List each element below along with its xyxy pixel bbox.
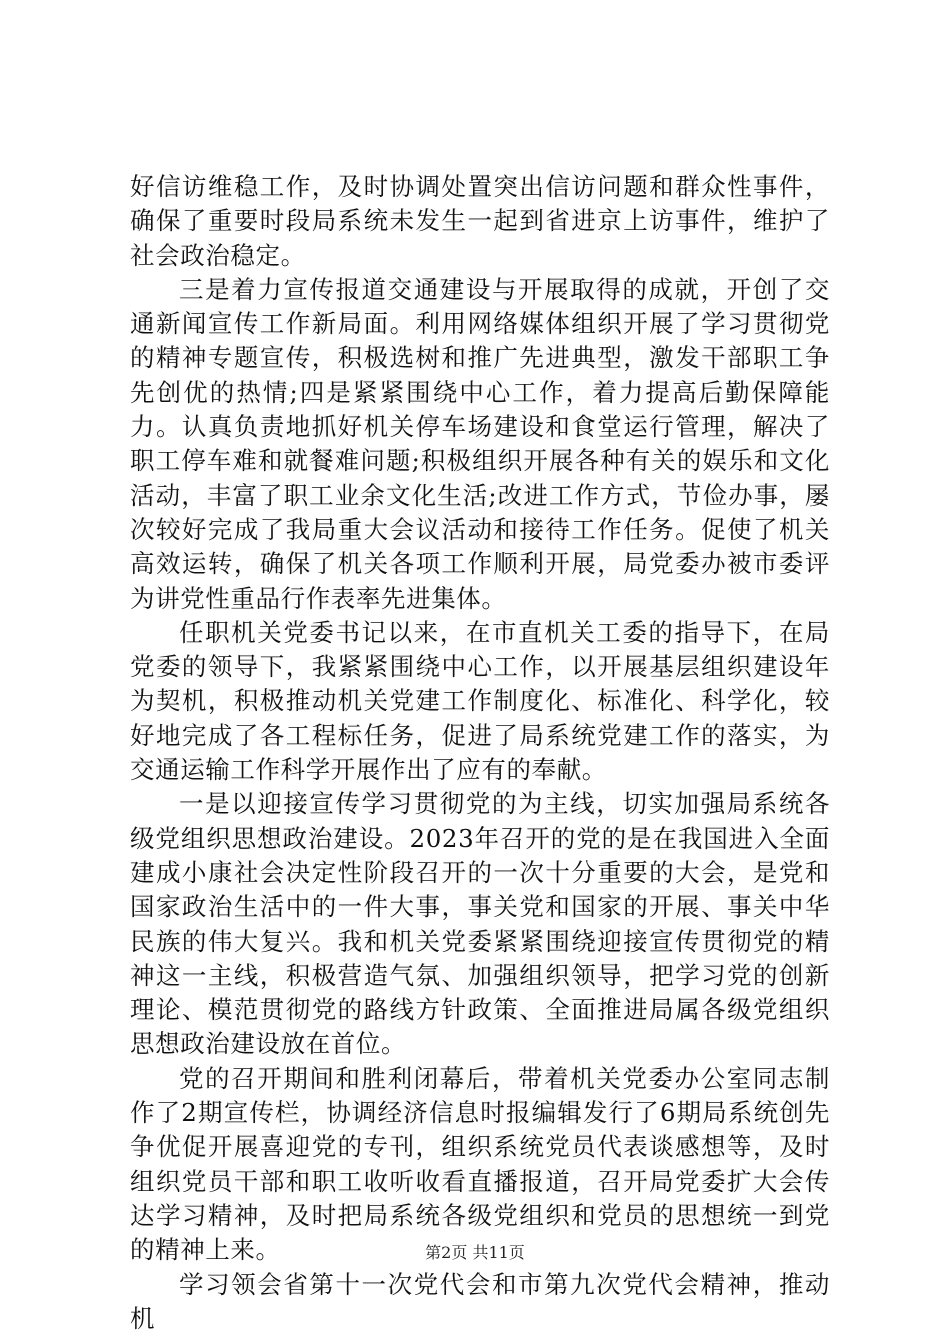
- paragraph-3: 任职机关党委书记以来，在市直机关工委的指导下，在局党委的领导下，我紧紧围绕中心工作，以开展基层组织建设年为契机，积极推动机关党建工作制度化、标准化、科学化，较好地完成了各工程标任务，促进了局系统党建工作的落实，为交通运输工作科学开展作出了应有的奉献。: [130, 617, 830, 785]
- paragraph-1: 好信访维稳工作，及时协调处置突出信访问题和群众性事件，确保了重要时段局系统未发生一起到省进京上访事件，维护了社会政治稳定。: [130, 172, 830, 270]
- paragraph-5: 党的召开期间和胜利闭幕后，带着机关党委办公室同志制作了2期宣传栏，协调经济信息时报编辑发行了6期局系统创先争优促开展喜迎党的专刊，组织系统党员代表谈感想等，及时组织党员干部和职工收听收看直播报道，召开局党委扩大会传达学习精神，及时把局系统各级党组织和党员的思想统一到党的精神上来。: [130, 1063, 830, 1265]
- paragraph-2: 三是着力宣传报道交通建设与开展取得的成就，开创了交通新闻宣传工作新局面。利用网络媒体组织开展了学习贯彻党的精神专题宣传，积极选树和推广先进典型，激发干部职工争先创优的热情;四是紧紧围绕中心工作，着力提高后勤保障能力。认真负责地抓好机关停车场建设和食堂运行管理，解决了职工停车难和就餐难问题;积极组织开展各种有关的娱乐和文化活动，丰富了职工业余文化生活;改进工作方式，节俭办事，屡次较好完成了我局重大会议活动和接待工作任务。促使了机关高效运转，确保了机关各项工作顺利开展，局党委办被市委评为讲党性重品行作表率先进集体。: [130, 274, 830, 613]
- page-footer: [0, 1242, 950, 1264]
- document-body: [130, 170, 830, 1336]
- paragraph-4: 一是以迎接宣传学习贯彻党的为主线，切实加强局系统各级党组织思想政治建设。2023年召开的党的是在我国进入全面建成小康社会决定性阶段召开的一次十分重要的大会，是党和国家政治生活中的一件大事，事关党和国家的开展、事关中华民族的伟大复兴。我和机关党委紧紧围绕迎接宣传贯彻党的精神这一主线，积极营造气氛、加强组织领导，把学习党的创新理论、模范贯彻党的路线方针政策、全面推进局属各级党组织思想政治建设放在首位。: [130, 789, 830, 1059]
- page-number-label: 第2页 共11页: [425, 1243, 525, 1262]
- paragraph-6: 学习领会省第十一次党代会和市第九次党代会精神，推动机: [130, 1269, 830, 1333]
